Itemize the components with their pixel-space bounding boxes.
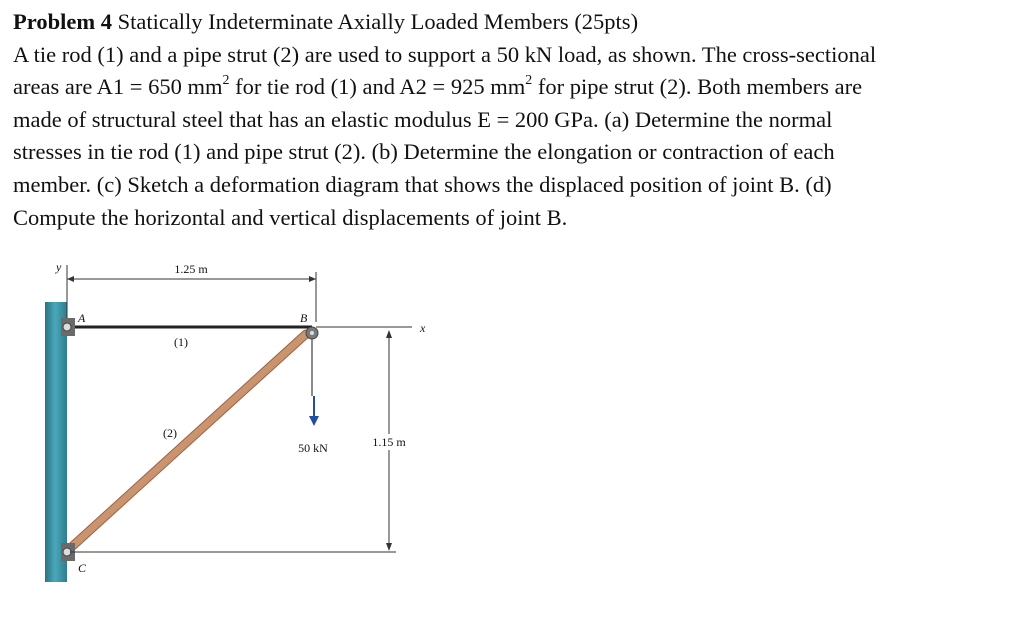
pipe-strut-2-body	[66, 334, 306, 552]
load-arrow-head	[309, 416, 319, 426]
dim-width-arrow-left	[67, 276, 74, 282]
dim-height-arrow-bottom	[386, 543, 392, 551]
superscript-2-b: 2	[525, 72, 533, 88]
pin-c	[63, 548, 71, 556]
member-2-label: (2)	[163, 426, 177, 440]
areas-text-b: for tie rod (1) and A2 = 925 mm	[229, 74, 526, 100]
problem-line-3: made of structural steel that has an elastic modulus E = 200 GPa. (a) Determine the normal	[13, 106, 833, 132]
areas-text-c: for pipe strut (2). Both members are	[532, 74, 863, 100]
problem-line-1: A tie rod (1) and a pipe strut (2) are used to support a 50 kN load, as shown. The cross-sectional	[13, 41, 877, 67]
member-1-label: (1)	[174, 335, 188, 349]
dim-width-arrow-right	[309, 276, 316, 282]
problem-number: Problem 4	[13, 9, 112, 34]
problem-line-4: stresses in tie rod (1) and pipe strut (2). (b) Determine the elongation or contraction of each	[13, 139, 835, 165]
y-axis-label: y	[56, 260, 62, 274]
areas-text-a: areas are A1 = 650 mm	[13, 74, 223, 100]
support-wall	[45, 302, 67, 582]
problem-line-6: Compute the horizontal and vertical displacements of joint B.	[13, 204, 568, 230]
dim-height-arrow-top	[386, 330, 392, 338]
joint-a-label: A	[78, 311, 86, 325]
superscript-2-a: 2	[222, 72, 230, 88]
dim-width-label: 1.25 m	[174, 262, 208, 276]
joint-b-label: B	[300, 311, 308, 325]
problem-line-5: member. (c) Sketch a deformation diagram that shows the displaced position of joint B. (d)	[13, 171, 832, 197]
problem-title-text: Statically Indeterminate Axially Loaded Members (25pts)	[111, 9, 639, 34]
pin-b-center	[310, 331, 314, 335]
joint-c-label: C	[78, 561, 87, 575]
dim-height-label: 1.15 m	[372, 435, 406, 449]
pin-a	[63, 323, 71, 331]
load-label: 50 kN	[298, 441, 328, 455]
x-axis-label: x	[420, 321, 426, 335]
